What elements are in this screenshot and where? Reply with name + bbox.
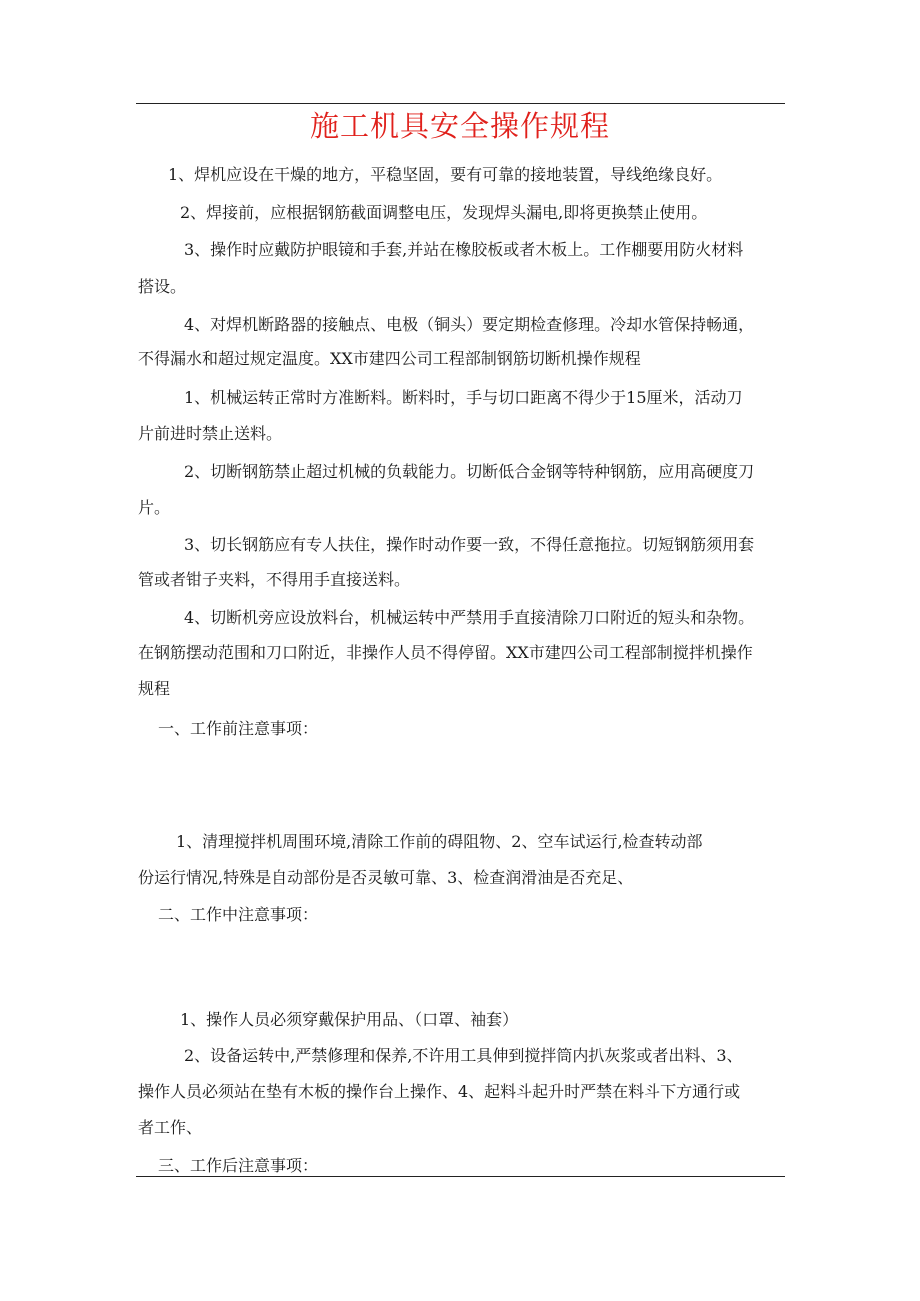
paragraph-line: 4、切断机旁应设放料台，机械运转中严禁用手直接清除刀口附近的短头和杂物。 xyxy=(184,608,755,627)
document-title: 施工机具安全操作规程 xyxy=(309,109,610,143)
paragraph-line: 1、机械运转正常时方准断料。断料时，手与切口距离不得少于15厘米，活动刀 xyxy=(184,388,743,407)
paragraph-line: 者工作、 xyxy=(138,1118,203,1137)
paragraph-line: 片前进时禁止送料。 xyxy=(138,424,283,443)
paragraph-line: 管或者钳子夹料，不得用手直接送料。 xyxy=(138,570,411,589)
paragraph-line: 规程 xyxy=(138,679,171,698)
paragraph-line: 操作人员必须站在垫有木板的操作台上操作、4、起料斗起升时严禁在料斗下方通行或 xyxy=(138,1082,741,1101)
paragraph-line: 搭设。 xyxy=(138,277,187,296)
paragraph-line: 1、焊机应设在干燥的地方，平稳坚固，要有可靠的接地装置，导线绝缘良好。 xyxy=(168,165,723,184)
paragraph-line: 2、焊接前，应根据钢筋截面调整电压，发现焊头漏电,即将更换禁止使用。 xyxy=(180,203,708,222)
header-rule xyxy=(136,103,785,104)
paragraph-line: 3、操作时应戴防护眼镜和手套,并站在橡胶板或者木板上。工作棚要用防火材料 xyxy=(184,240,744,259)
paragraph-line: 不得漏水和超过规定温度。XX市建四公司工程部制钢筋切断机操作规程 xyxy=(138,349,641,368)
section-heading: 三、工作后注意事项： xyxy=(158,1156,319,1175)
paragraph-line: 4、对焊机断路器的接触点、电极（铜头）要定期检查修理。冷却水管保持畅通， xyxy=(184,315,755,334)
paragraph-line: 份运行情况,特殊是自动部份是否灵敏可靠、3、检查润滑油是否充足、 xyxy=(138,868,634,887)
paragraph-line: 1、操作人员必须穿戴保护用品、（口罩、袖套） xyxy=(180,1010,519,1029)
footer-rule xyxy=(136,1176,785,1177)
section-heading: 一、工作前注意事项： xyxy=(158,719,319,738)
paragraph-line: 在钢筋摆动范围和刀口附近，非操作人员不得停留。XX市建四公司工程部制搅拌机操作 xyxy=(138,643,753,662)
paragraph-line: 1、清理搅拌机周围环境,清除工作前的碍阻物、2、空车试运行,检查转动部 xyxy=(176,832,703,851)
paragraph-line: 2、切断钢筋禁止超过机械的负载能力。切断低合金钢等特种钢筋，应用高硬度刀 xyxy=(184,462,755,481)
paragraph-line: 片。 xyxy=(138,498,171,517)
paragraph-line: 2、设备运转中,严禁修理和保养,不许用工具伸到搅拌筒内扒灰浆或者出料、3、 xyxy=(184,1046,743,1065)
section-heading: 二、工作中注意事项： xyxy=(158,905,319,924)
paragraph-line: 3、切长钢筋应有专人扶住，操作时动作要一致，不得任意拖拉。切短钢筋须用套 xyxy=(184,535,755,554)
